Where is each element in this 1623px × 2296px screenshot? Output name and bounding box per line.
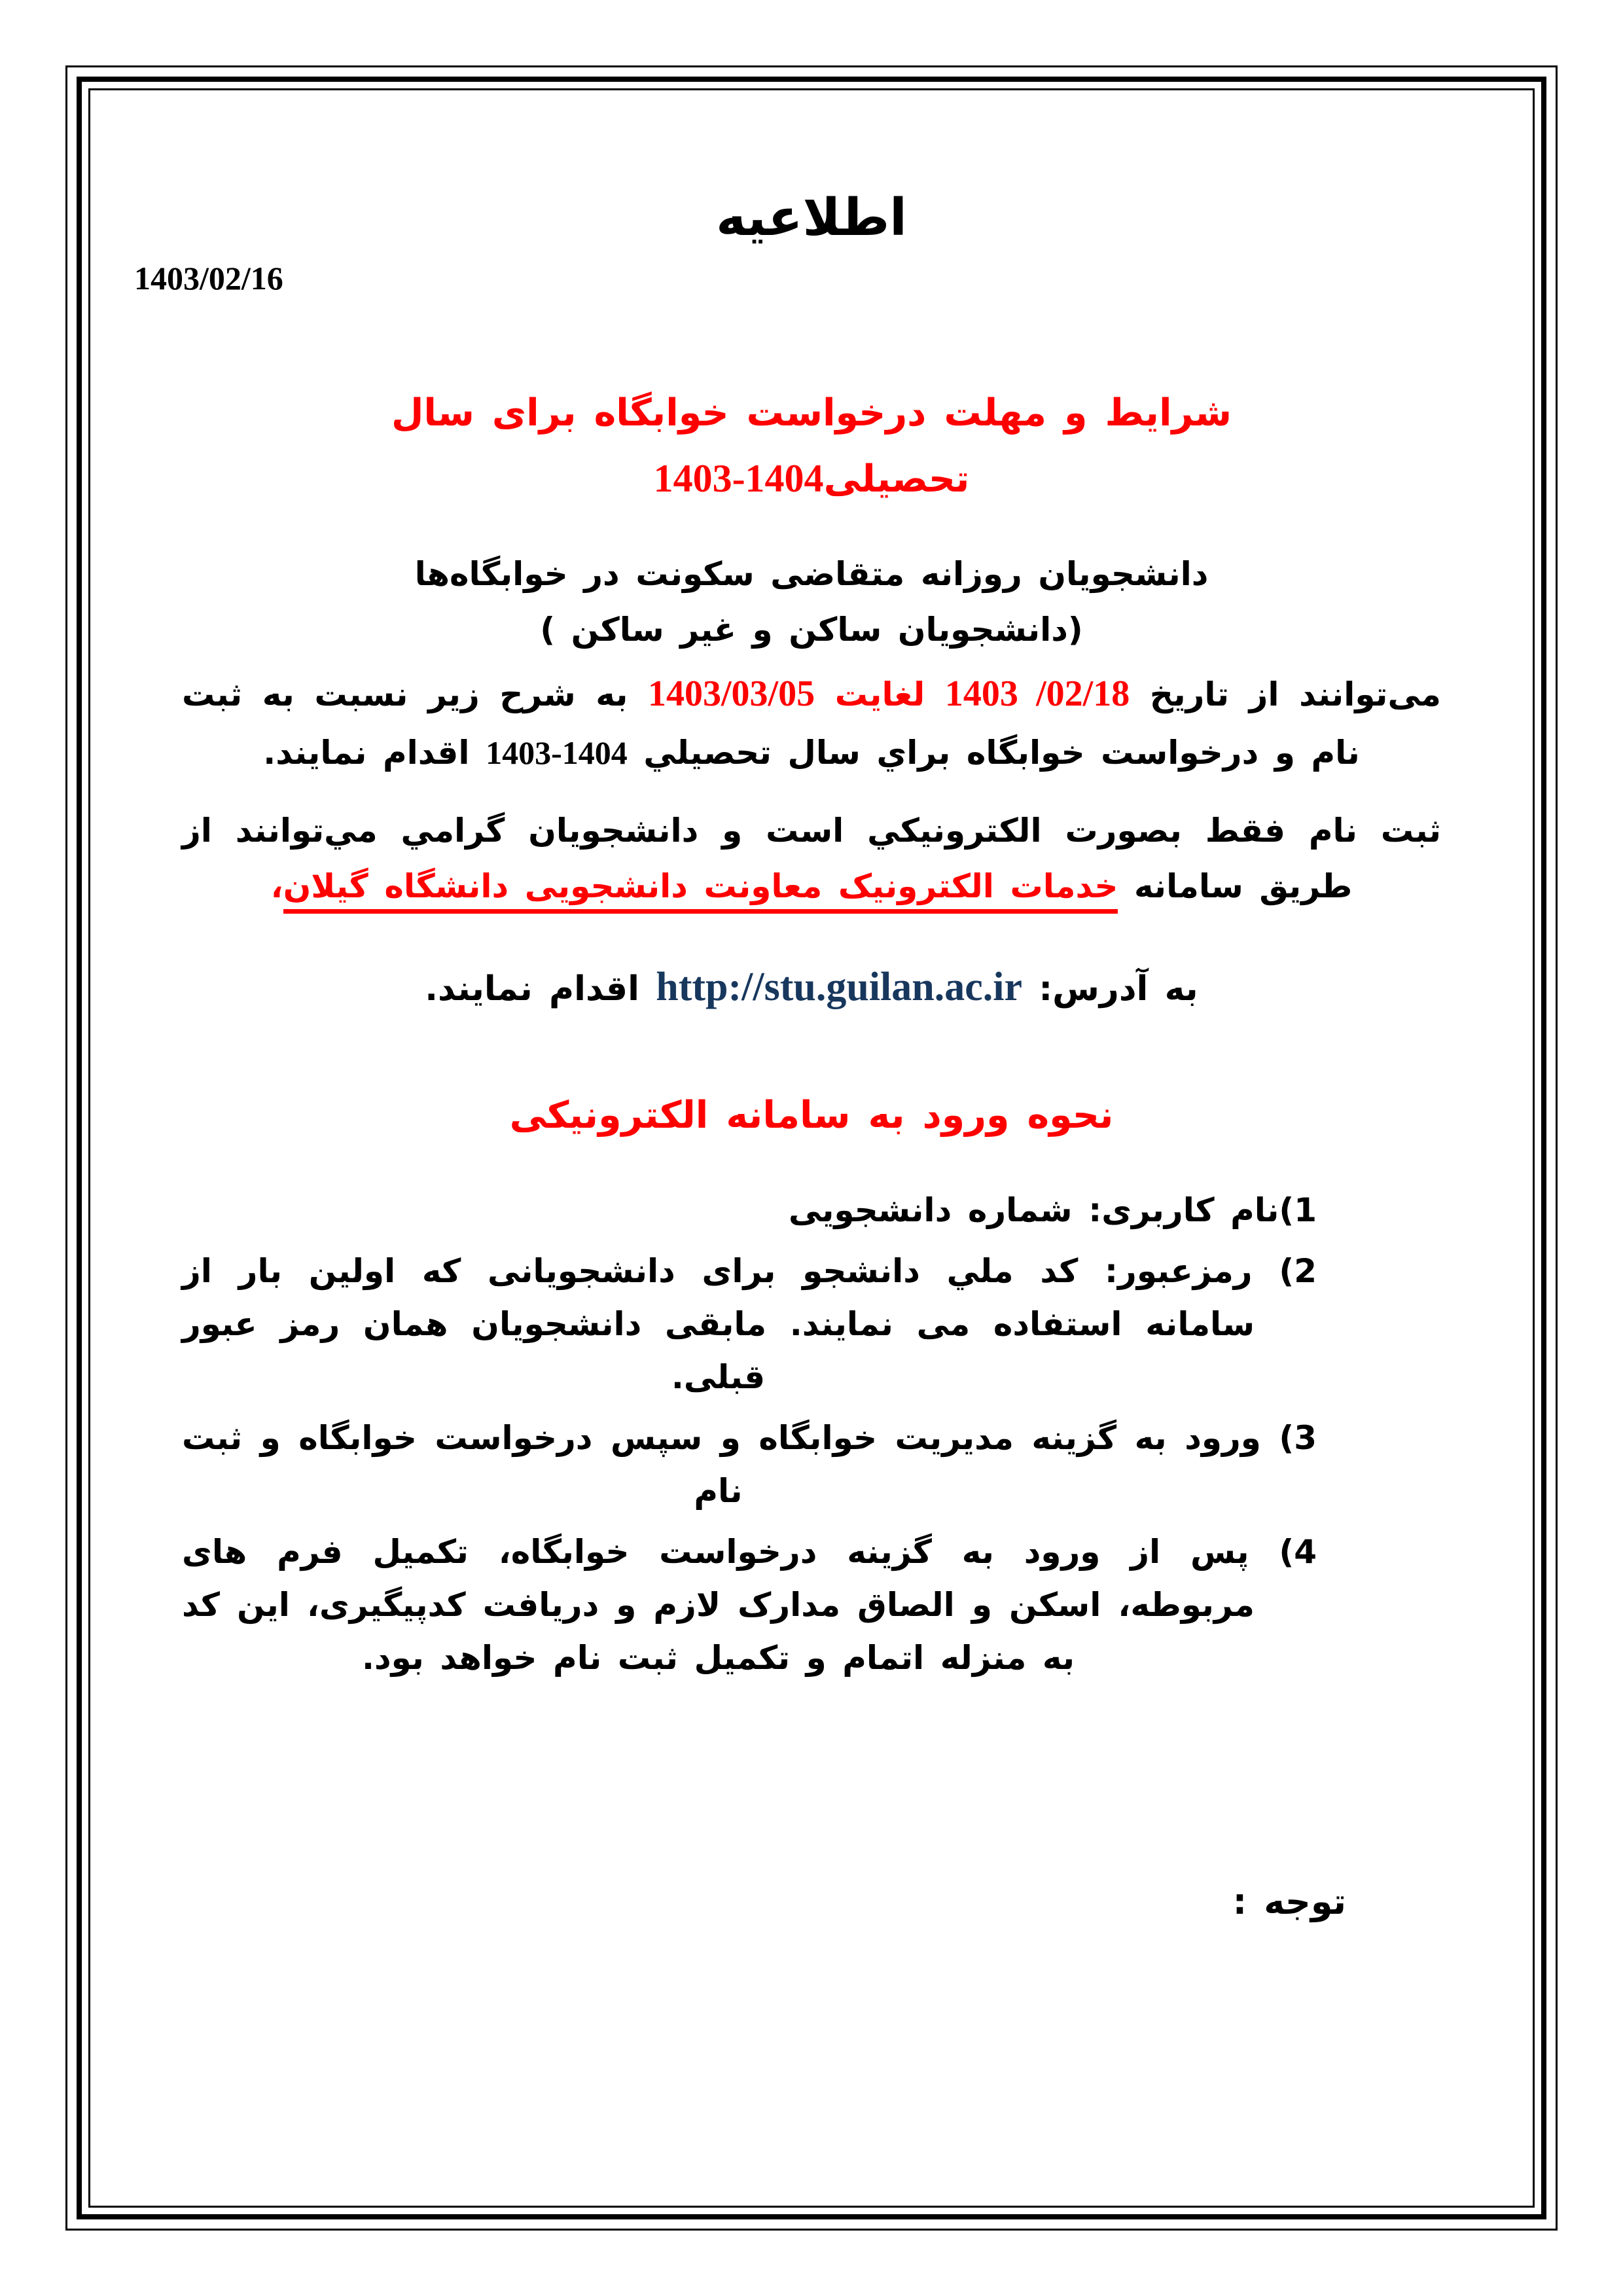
portal-url-link[interactable]: http://stu.guilan.ac.ir <box>656 965 1023 1010</box>
login-steps-list <box>182 1184 1441 1685</box>
registration-text: ثبت نام فقط بصورت الکترونیکي است و دانشجویان گرامي مي‌توانند از طریق سامانه <box>182 812 1441 906</box>
text-column <box>182 381 1441 1922</box>
page-border-outer <box>65 65 1558 2231</box>
heading1-line1: شرایط و مهلت درخواست خوابگاه برای سال <box>391 391 1232 435</box>
para1-line1: دانشجویان روزانه متقاضی سکونت در خوابگاه‌ها <box>414 555 1209 594</box>
item-number-2: 2) <box>1279 1251 1317 1290</box>
heading1-word: تحصیلی <box>823 457 970 501</box>
address-line <box>182 955 1441 1020</box>
paragraph-electronic-registration <box>182 803 1441 914</box>
section-heading-dorm-request <box>182 381 1441 512</box>
address-prefix: به آدرس: <box>1039 969 1198 1009</box>
list-item-forms-code <box>182 1526 1441 1685</box>
item-number-3: 3) <box>1279 1418 1317 1457</box>
date-to: 1403/03/05 <box>648 673 815 715</box>
page-border-mid <box>77 77 1546 2219</box>
item-number-1: 1) <box>1279 1191 1317 1229</box>
deadline-until-label: لغایت <box>834 675 925 714</box>
paragraph-deadline <box>182 663 1441 781</box>
document-date: 1403/02/16 <box>134 260 283 296</box>
document-content <box>90 90 1533 2206</box>
item-text-4: پس از ورود به گزینه درخواست خوابگاه، تکمیل فرم های مربوطه، اسکن و الصاق مدارک لازم و دریافت کدپیگیری، این کد به منزله اتمام و تکمیل ثبت نام خواهد بود. <box>182 1532 1255 1677</box>
deadline-text-end: اقدام نمایند. <box>263 734 470 772</box>
paragraph-eligible-students <box>182 547 1441 658</box>
deadline-text-after: به شرح زیر نسبت به ثبت نام و درخواست خوابگاه براي سال تحصیلي <box>182 675 1360 772</box>
list-item-password <box>182 1245 1441 1404</box>
list-item-menu-option <box>182 1412 1441 1518</box>
academic-years: 1403-1404 <box>653 457 824 501</box>
attention-note: توجه : <box>1232 1880 1346 1922</box>
item-text-3: ورود به گزینه مدیریت خوابگاه و سپس درخواست خوابگاه و ثبت نام <box>182 1418 1261 1510</box>
para1-line2: (دانشجویان ساکن و غیر ساکن ) <box>540 611 1083 649</box>
item-text-2: رمزعبور: کد ملي دانشجو برای دانشجویانی که اولین بار از سامانه استفاده می نمایند. مابقی دانشجویان همان رمز عبور قبلی. <box>182 1251 1255 1396</box>
heading1-line2 <box>182 445 1441 512</box>
item-number-4: 4) <box>1279 1532 1317 1571</box>
page-title: اطلاعیه <box>716 188 907 247</box>
section-heading-login-steps: نحوه ورود به سامانه الکترونیکی <box>509 1093 1114 1137</box>
portal-name-highlight: خدمات الکترونیک معاونت دانشجویی دانشگاه گیلان <box>283 867 1118 914</box>
comma: ، <box>270 867 283 906</box>
page-border-inner <box>88 88 1535 2208</box>
address-suffix: اقدام نمایند. <box>425 969 639 1009</box>
deadline-text-before: می‌توانند از تاریخ <box>1149 675 1442 714</box>
item-text-1: نام کاربری: شماره دانشجویی <box>789 1191 1279 1229</box>
academic-years-inline: 1403-1404 <box>486 734 628 772</box>
list-item-username <box>182 1184 1441 1237</box>
date-from: 1403 /02/18 <box>944 673 1130 715</box>
